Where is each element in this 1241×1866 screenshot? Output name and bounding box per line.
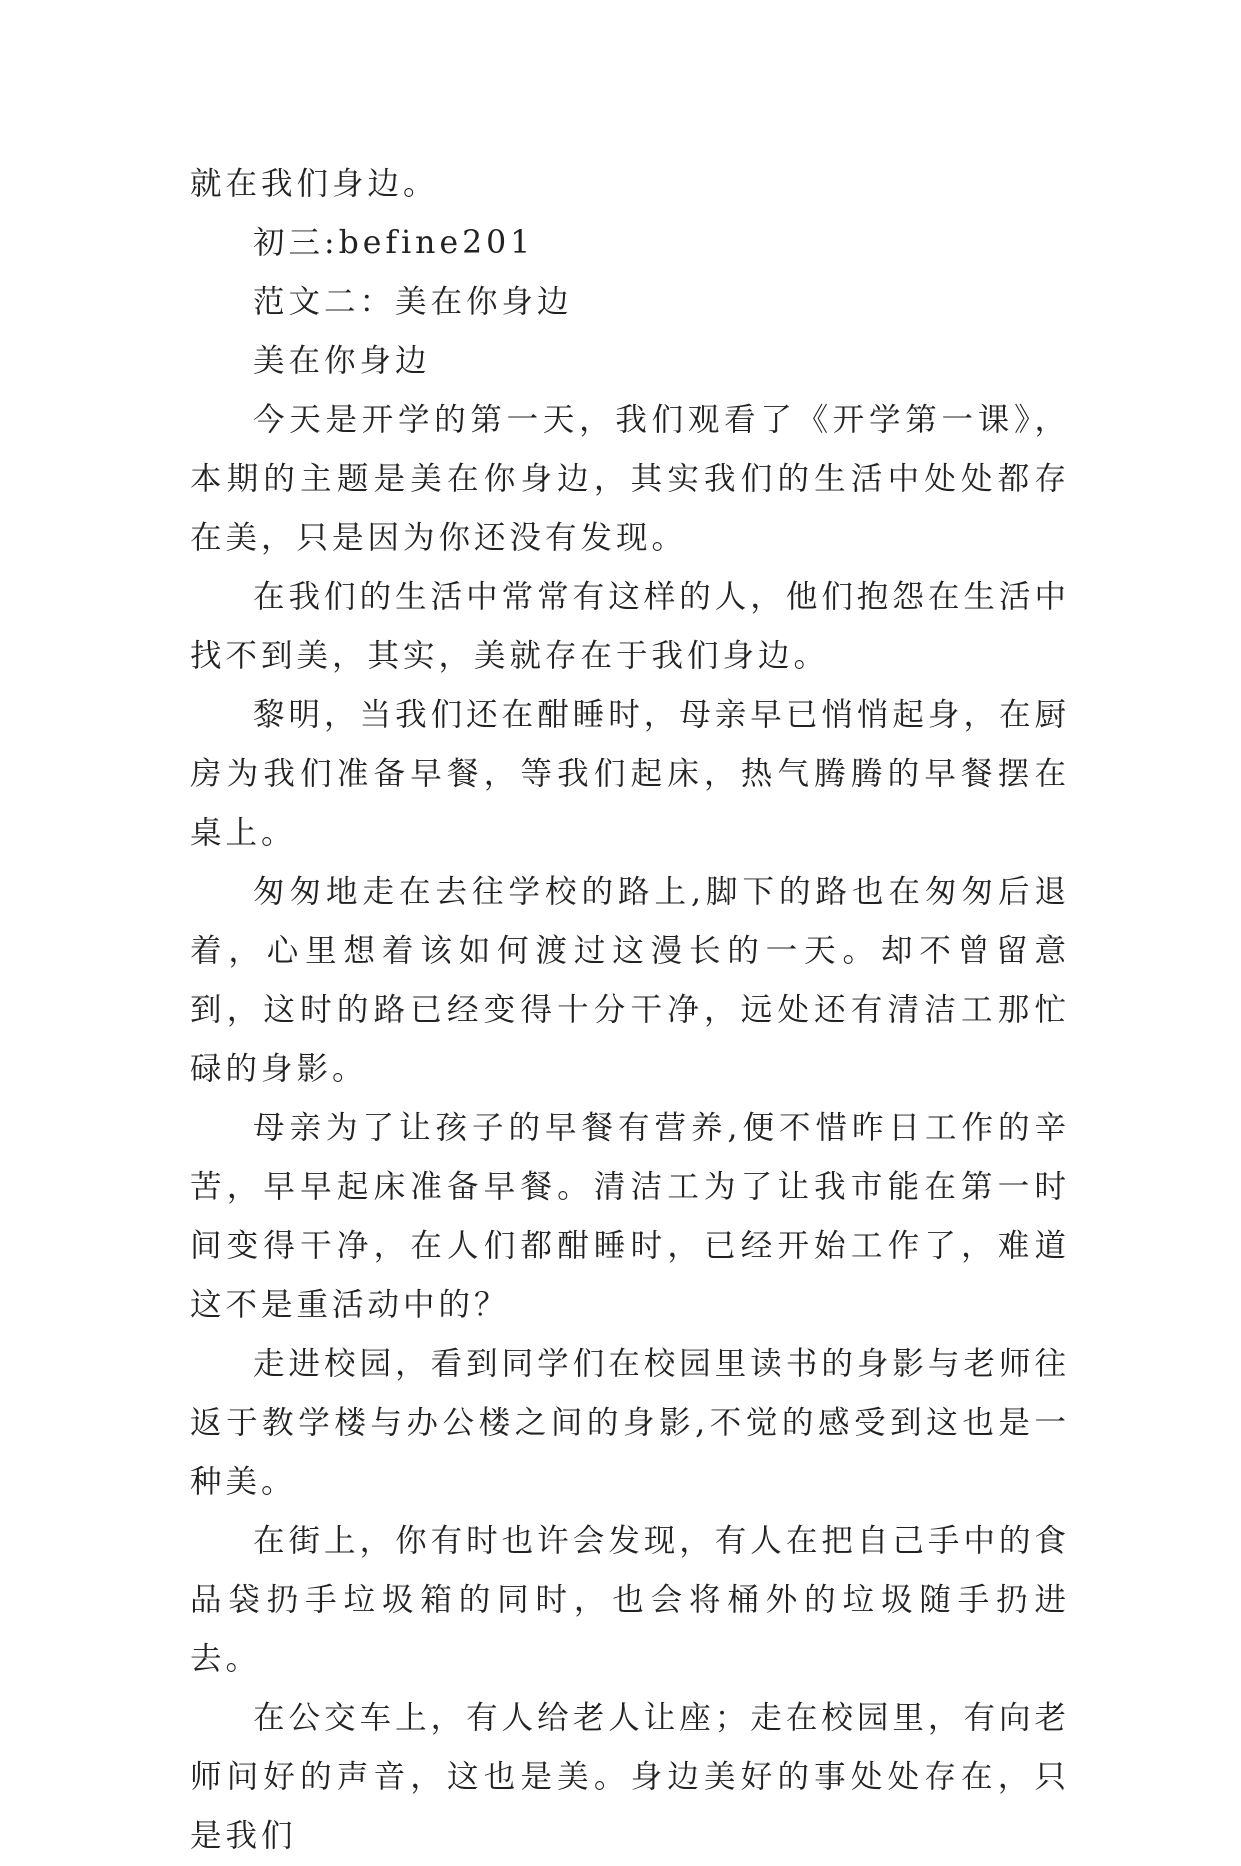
paragraph: 走进校园，看到同学们在校园里读书的身影与老师往返于教学楼与办公楼之间的身影,不觉的感受到这也是一种美。 bbox=[190, 1346, 1070, 1500]
paragraph: 在街上，你有时也许会发现，有人在把自己手中的食品袋扔手垃圾箱的同时，也会将桶外的垃圾随手扔进去。 bbox=[190, 1523, 1070, 1677]
paragraph-continuation: 就在我们身边。 bbox=[190, 166, 439, 202]
paragraph: 今天是开学的第一天，我们观看了《开学第一课》，本期的主题是美在你身边，其实我们的生活中处处都存在美，只是因为你还没有发现。 bbox=[190, 402, 1070, 556]
paragraph: 在公交车上，有人给老人让座；走在校园里，有向老师问好的声音，这也是美。身边美好的事处处存在，只是我们 bbox=[190, 1700, 1070, 1854]
paragraph: 匆匆地走在去往学校的路上,脚下的路也在匆匆后退着，心里想着该如何渡过这漫长的一天。却不曾留意到，这时的路已经变得十分干净，远处还有清洁工那忙碌的身影。 bbox=[190, 874, 1070, 1087]
essay-title: 美在你身边 bbox=[253, 343, 431, 379]
paragraph: 母亲为了让孩子的早餐有营养,便不惜昨日工作的辛苦，早早起床准备早餐。清洁工为了让我市能在第一时间变得干净，在人们都酣睡时，已经开始工作了，难道这不是重活动中的？ bbox=[190, 1110, 1070, 1323]
paragraph: 在我们的生活中常常有这样的人，他们抱怨在生活中找不到美，其实，美就存在于我们身边。 bbox=[190, 579, 1070, 674]
section-heading: 范文二：美在你身边 bbox=[253, 284, 573, 320]
paragraph-author-line: 初三:befine201 bbox=[253, 225, 535, 261]
document-body bbox=[190, 155, 1070, 1866]
paragraph: 黎明，当我们还在酣睡时，母亲早已悄悄起身，在厨房为我们准备早餐，等我们起床，热气腾腾的早餐摆在桌上。 bbox=[190, 697, 1070, 851]
